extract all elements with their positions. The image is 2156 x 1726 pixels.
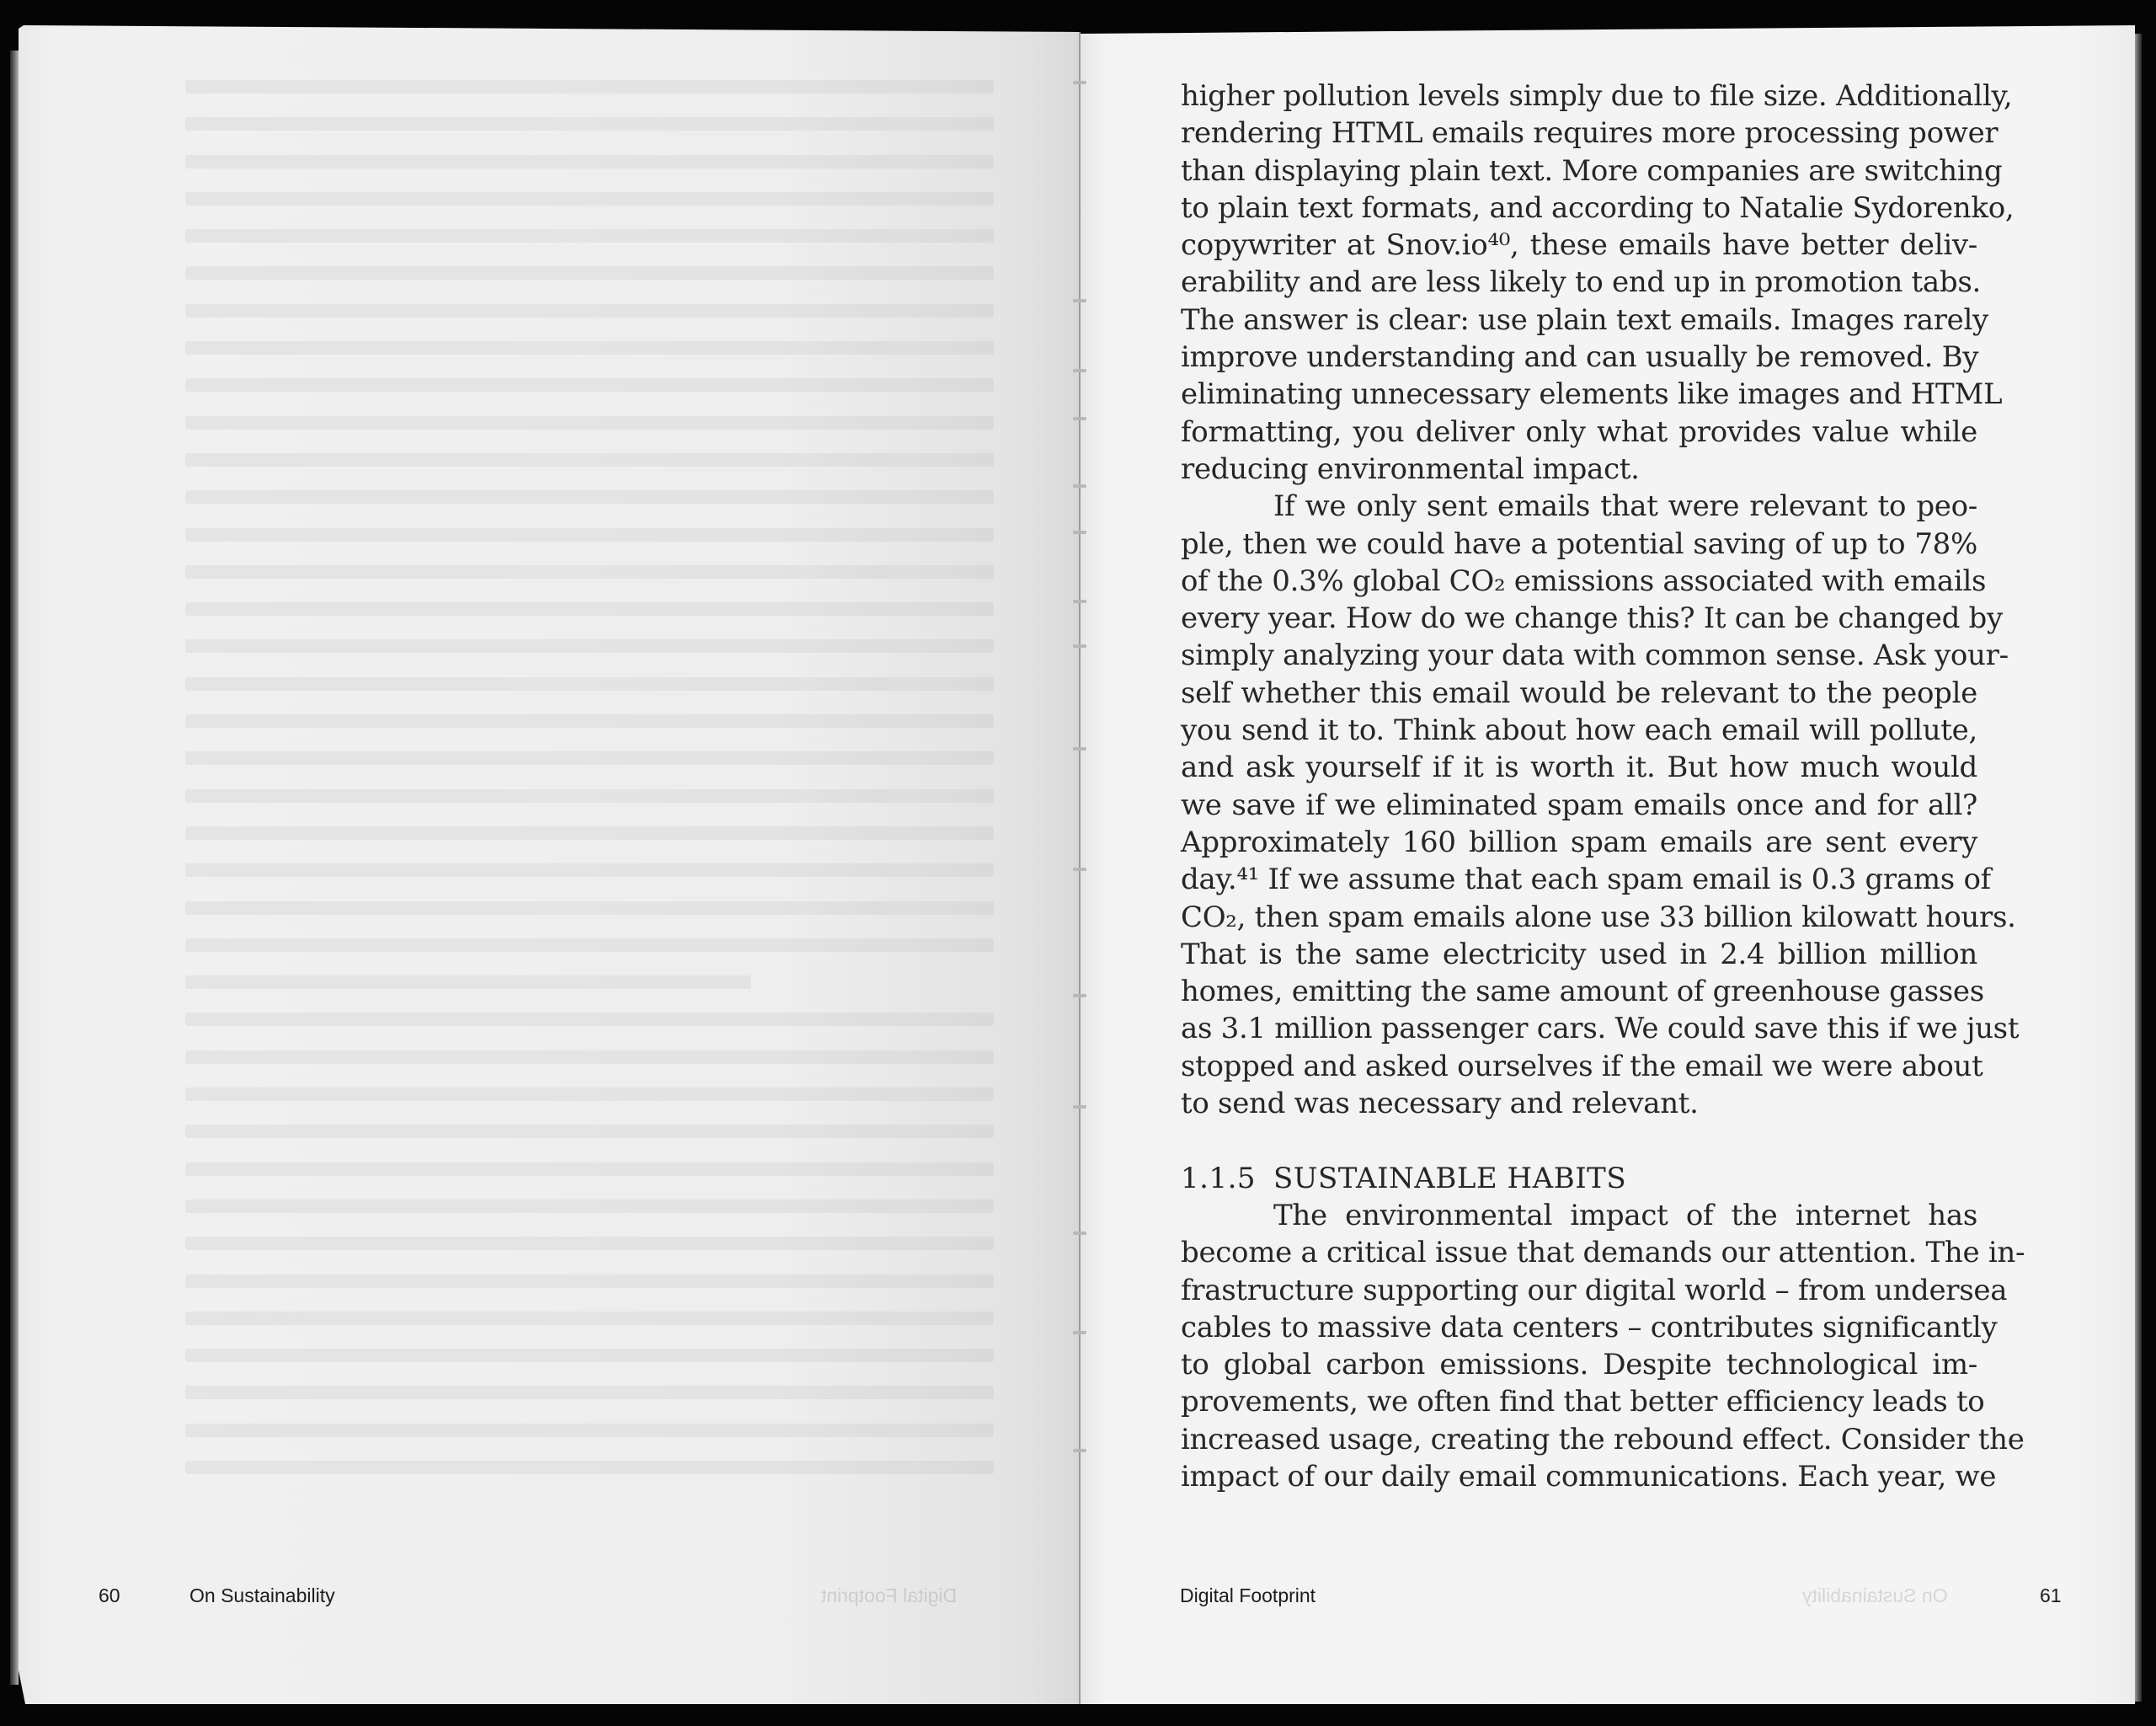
- book-edge-right: [2135, 34, 2142, 1702]
- text-line: increased usage, creating the rebound effect. Consider the: [1181, 1422, 2025, 1456]
- book-edge-left: [10, 51, 19, 1685]
- binding-stitch: [1073, 747, 1086, 751]
- binding-stitch: [1073, 369, 1086, 372]
- section-title: SUSTAINABLE HABITS: [1273, 1161, 1627, 1195]
- binding-stitch: [1073, 1331, 1086, 1334]
- text-line: homes, emitting the same amount of greenhouse gasses: [1181, 975, 1984, 1009]
- text-line: self whether this email would be relevant to the people: [1181, 676, 1977, 710]
- binding-stitch: [1073, 1105, 1086, 1109]
- binding-stitch: [1073, 484, 1086, 488]
- text-line: eliminating unnecessary elements like images and HTML: [1181, 377, 2003, 412]
- text-line: CO₂, then spam emails alone use 33 billion kilowatt hours.: [1181, 900, 2016, 934]
- paragraph-first-line: If we only sent emails that were relevant to peo-: [1273, 489, 1977, 524]
- text-line: The answer is clear: use plain text emails. Images rarely: [1181, 302, 1988, 337]
- text-line: to global carbon emissions. Despite technological im-: [1181, 1348, 1977, 1382]
- binding-stitch: [1073, 1449, 1086, 1452]
- text-line: Approximately 160 billion spam emails are sent every: [1181, 825, 1977, 859]
- binding-stitch: [1073, 81, 1086, 84]
- text-line: become a critical issue that demands our attention. The in-: [1181, 1236, 2025, 1270]
- text-line: That is the same electricity used in 2.4 billion million: [1181, 937, 1977, 971]
- text-line: formatting, you deliver only what provides value while: [1181, 414, 1977, 449]
- text-line: simply analyzing your data with common sense. Ask your-: [1181, 639, 2009, 673]
- section-heading: [1181, 1160, 1977, 1197]
- text-line: reducing environmental impact.: [1181, 452, 1640, 486]
- binding-stitch: [1073, 1232, 1086, 1235]
- show-through-text: [185, 80, 994, 1512]
- right-page-body: [1181, 77, 2025, 1495]
- text-line: impact of our daily email communications. Each year, we: [1181, 1459, 1997, 1494]
- binding-stitch: [1073, 600, 1086, 603]
- binding-stitch: [1073, 868, 1086, 871]
- text-line: day.⁴¹ If we assume that each spam email is 0.3 grams of: [1181, 863, 1991, 897]
- text-line: frastructure supporting our digital world – from undersea: [1181, 1273, 2008, 1307]
- text-line: stopped and asked ourselves if the email we were about: [1181, 1049, 1983, 1083]
- right-show-through-title: On Sustainability: [1802, 1584, 1948, 1606]
- text-line: and ask yourself if it is worth it. But how much would: [1181, 751, 1977, 785]
- binding-stitch: [1073, 531, 1086, 534]
- binding-stitch: [1073, 299, 1086, 302]
- text-line: we save if we eliminated spam emails once and for all?: [1181, 788, 1977, 822]
- text-line: you send it to. Think about how each email will pollute,: [1181, 713, 1977, 748]
- spacer: [1181, 1122, 1977, 1159]
- text-line: provements, we often find that better efficiency leads to: [1181, 1385, 1985, 1419]
- binding-stitch: [1073, 417, 1086, 420]
- text-line: of the 0.3% global CO₂ emissions associated with emails: [1181, 564, 1987, 598]
- paragraph-first-line: The environmental impact of the internet has: [1273, 1198, 1977, 1232]
- text-line: copywriter at Snov.io⁴⁰, these emails have better deliv-: [1181, 228, 1977, 263]
- text-line: every year. How do we change this? It can be changed by: [1181, 601, 2003, 636]
- text-line: than displaying plain text. More companies are switching: [1181, 153, 2003, 188]
- left-page-number: 60: [99, 1584, 120, 1606]
- binding-stitch: [1073, 994, 1086, 997]
- left-running-title: On Sustainability: [189, 1584, 335, 1606]
- text-line: as 3.1 million passenger cars. We could save this if we just: [1181, 1012, 2020, 1046]
- text-line: erability and are less likely to end up in promotion tabs.: [1181, 265, 1982, 300]
- text-line: ple, then we could have a potential saving of up to 78%: [1181, 526, 1977, 561]
- right-page-number: 61: [2040, 1584, 2062, 1606]
- text-line: to send was necessary and relevant.: [1181, 1087, 1699, 1121]
- section-number: 1.1.5: [1181, 1161, 1257, 1195]
- text-line: to plain text formats, and according to Natalie Sydorenko,: [1181, 190, 2015, 225]
- text-line: higher pollution levels simply due to file size. Additionally,: [1181, 79, 2013, 113]
- binding-stitch: [1073, 644, 1086, 648]
- right-running-title: Digital Footprint: [1180, 1584, 1316, 1606]
- text-line: cables to massive data centers – contributes significantly: [1181, 1310, 1998, 1344]
- left-show-through-title: Digital Footprint: [821, 1584, 958, 1606]
- text-line: improve understanding and can usually be removed. By: [1181, 340, 1979, 375]
- text-line: rendering HTML emails requires more processing power: [1181, 116, 1999, 151]
